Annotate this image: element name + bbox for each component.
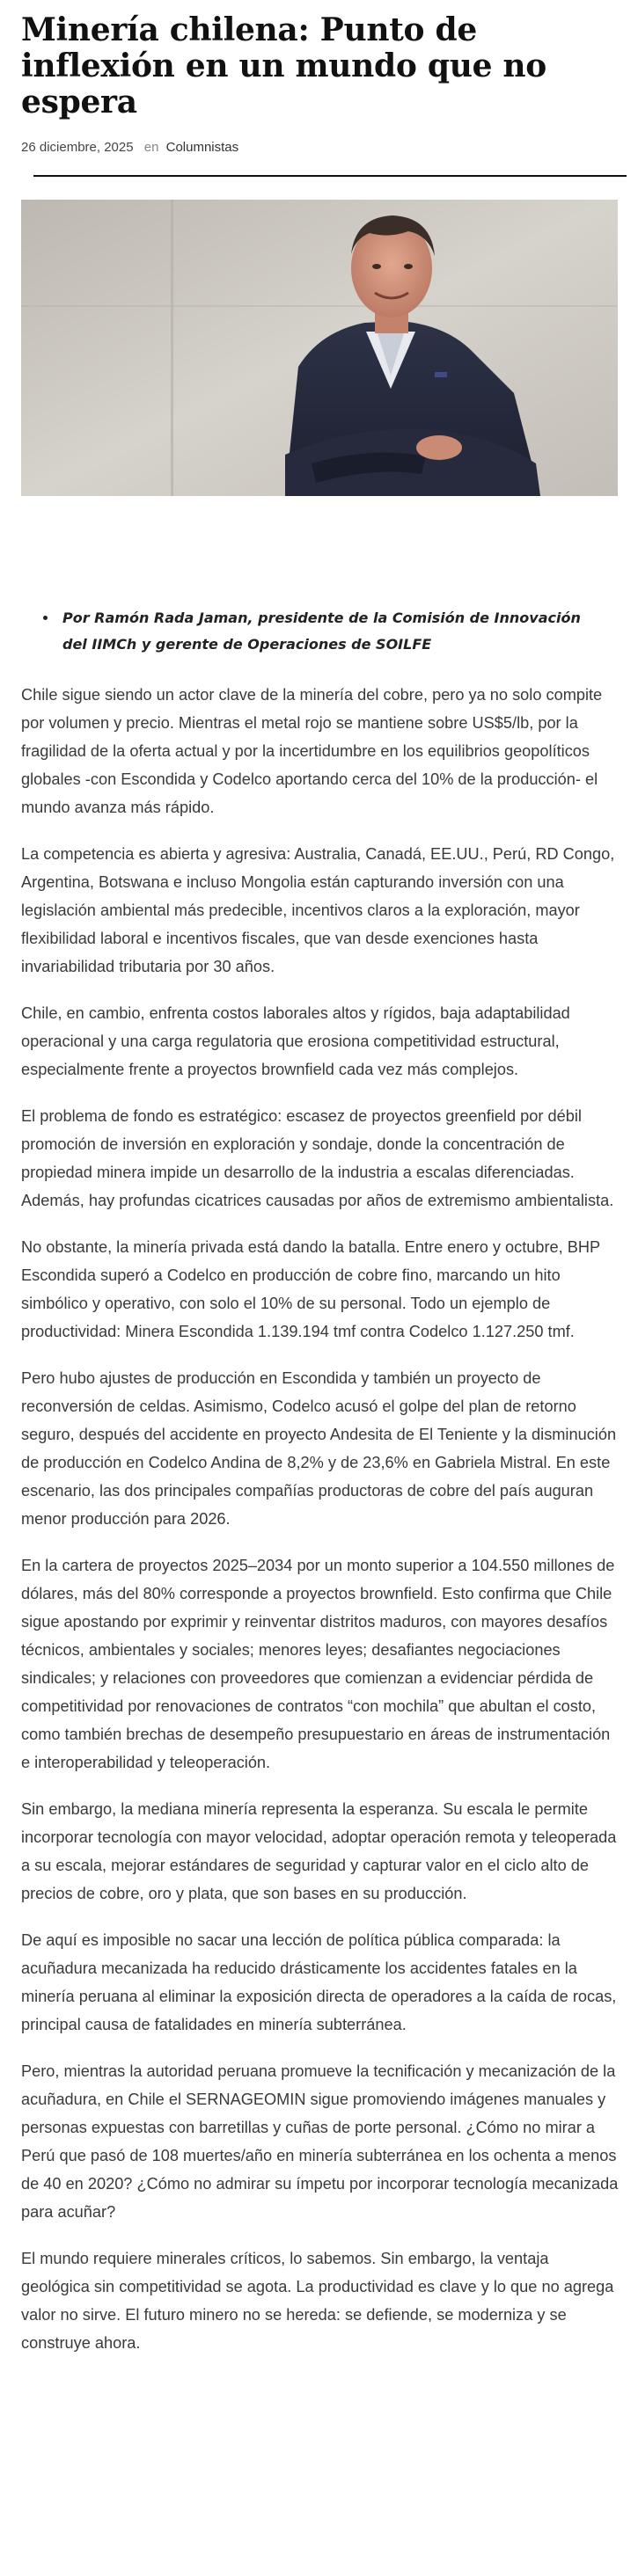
article [21,0,638,2357]
paragraph: No obstante, la minería privada está dando la batalla. Entre enero y octubre, BHP Escondida superó a Codelco en producción de cobre fino, marcando un hito simbólico y operativo, con solo el 10% de su personal. Todo un ejemplo de productividad: Minera Escondida 1.139.194 tmf contra Codelco 1.127.250 tmf. [21,1238,600,1340]
paragraph: Sin embargo, la mediana minería representa la esperanza. Su escala le permite incorporar tecnología con mayor velocidad, adoptar operación remota y teleoperada a su escala, mejorar estándares de seguridad y capturar valor en el ciclo alto de precios de cobre, oro y plata, que son bases en su producción. [21,1800,617,1902]
paragraph: De aquí es imposible no sacar una lección de política pública comparada: la acuñadura mecanizada ha reducido drásticamente los accidentes fatales en la minería peruana al eliminar la exposición directa de operadores a la caída de rocas, principal causa de fatalidades en minería subterránea. [21,1931,617,2033]
paragraph: Pero hubo ajustes de producción en Escondida y también un proyecto de reconversión de celdas. Asimismo, Codelco acusó el golpe del plan de retorno seguro, después del accidente en proyecto Andesita de El Teniente y la disminución de producción en Codelco Andina de 8,2% y de 23,6% en Gabriela Mistral. En este escenario, las dos principales compañías productoras de cobre del país auguran menor producción para 2026. [21,1369,617,1528]
byline: • Por Ramón Rada Jaman, presidente de la Comisión de Innovación del IIMCh y gerente de Operaciones de SOILFE [58,605,586,658]
hero-image [21,200,618,496]
byline-list [21,605,586,658]
paragraph: Chile, en cambio, enfrenta costos laborales altos y rígidos, baja adaptabilidad operacional y una carga regulatoria que erosiona competitividad estructural, especialmente frente a proyectos brownfield cada vez más complejos. [21,1004,570,1078]
category-link[interactable]: Columnistas [165,140,239,155]
paragraph: El mundo requiere minerales críticos, lo sabemos. Sin embargo, la ventaja geológica sin competitividad se agota. La productividad es clave y lo que no agrega valor no sirve. El futuro minero no se hereda: se defiende, se moderniza y se construye ahora. [21,2250,614,2352]
paragraph: El problema de fondo es estratégico: escasez de proyectos greenfield por débil promoción de inversión en exploración y sondaje, donde la concentración de propiedad minera impide un desarrollo de la industria a escalas diferenciadas. Además, hay profundas cicatrices causadas por años de extremismo ambientalista. [21,1107,614,1209]
publish-date: 26 diciembre, 2025 [21,140,134,155]
paragraph: Chile sigue siendo un actor clave de la minería del cobre, pero ya no solo compite por volumen y precio. Mientras el metal rojo se mantiene sobre US$5/lb, por la fragilidad de la oferta actual y por la incertidumbre en los equilibrios geopolíticos globales -con Escondida y Codelco aportando cerca del 10% de la producción- el mundo avanza más rápido. [21,686,603,816]
paragraph: En la cartera de proyectos 2025–2034 por un monto superior a 104.550 millones de dólares, más del 80% corresponde a proyectos brownfield. Esto confirma que Chile sigue apostando por exprimir y reinventar distritos maduros, con mayores desafíos técnicos, ambientales y sociales; menores leyes; desafiantes negociaciones sindicales; y relaciones con proveedores que comienzan a evidenciar pérdida de competitividad por renovaciones de contratos “con mochila” que abultan el costo, como también brechas de desempeño presupuestario en áreas de instrumentación e interoperabilidad y teleoperación. [21,1557,615,1771]
paragraph: La competencia es abierta y agresiva: Australia, Canadá, EE.UU., Perú, RD Congo, Argentina, Botswana e incluso Mongolia están capturando inversión con una legislación ambiental más predecible, incentivos claros a la exploración, mayor flexibilidad laboral e incentivos fiscales, que van desde exenciones hasta invariabilidad tributaria por 30 años. [21,845,615,975]
title-divider [33,175,627,177]
paragraph: Pero, mientras la autoridad peruana promueve la tecnificación y mecanización de la acuñadura, en Chile el SERNAGEOMIN sigue promoviendo imágenes manuales y personas expuestas con barretillas y cuñas de porte personal. ¿Cómo no mirar a Perú que pasó de 108 muertes/año en minería subterránea en los ochenta a menos de 40 en 2020? ¿Cómo no admirar su ímpetu por incorporar tecnología mecanizada para acuñar? [21,2062,619,2221]
category-prefix: en [143,140,159,155]
article-body [21,681,620,2357]
portrait-illustration [21,200,618,496]
article-meta [21,140,638,157]
article-title: Minería chilena: Punto de inflexión en un mundo que no espera [21,11,546,120]
